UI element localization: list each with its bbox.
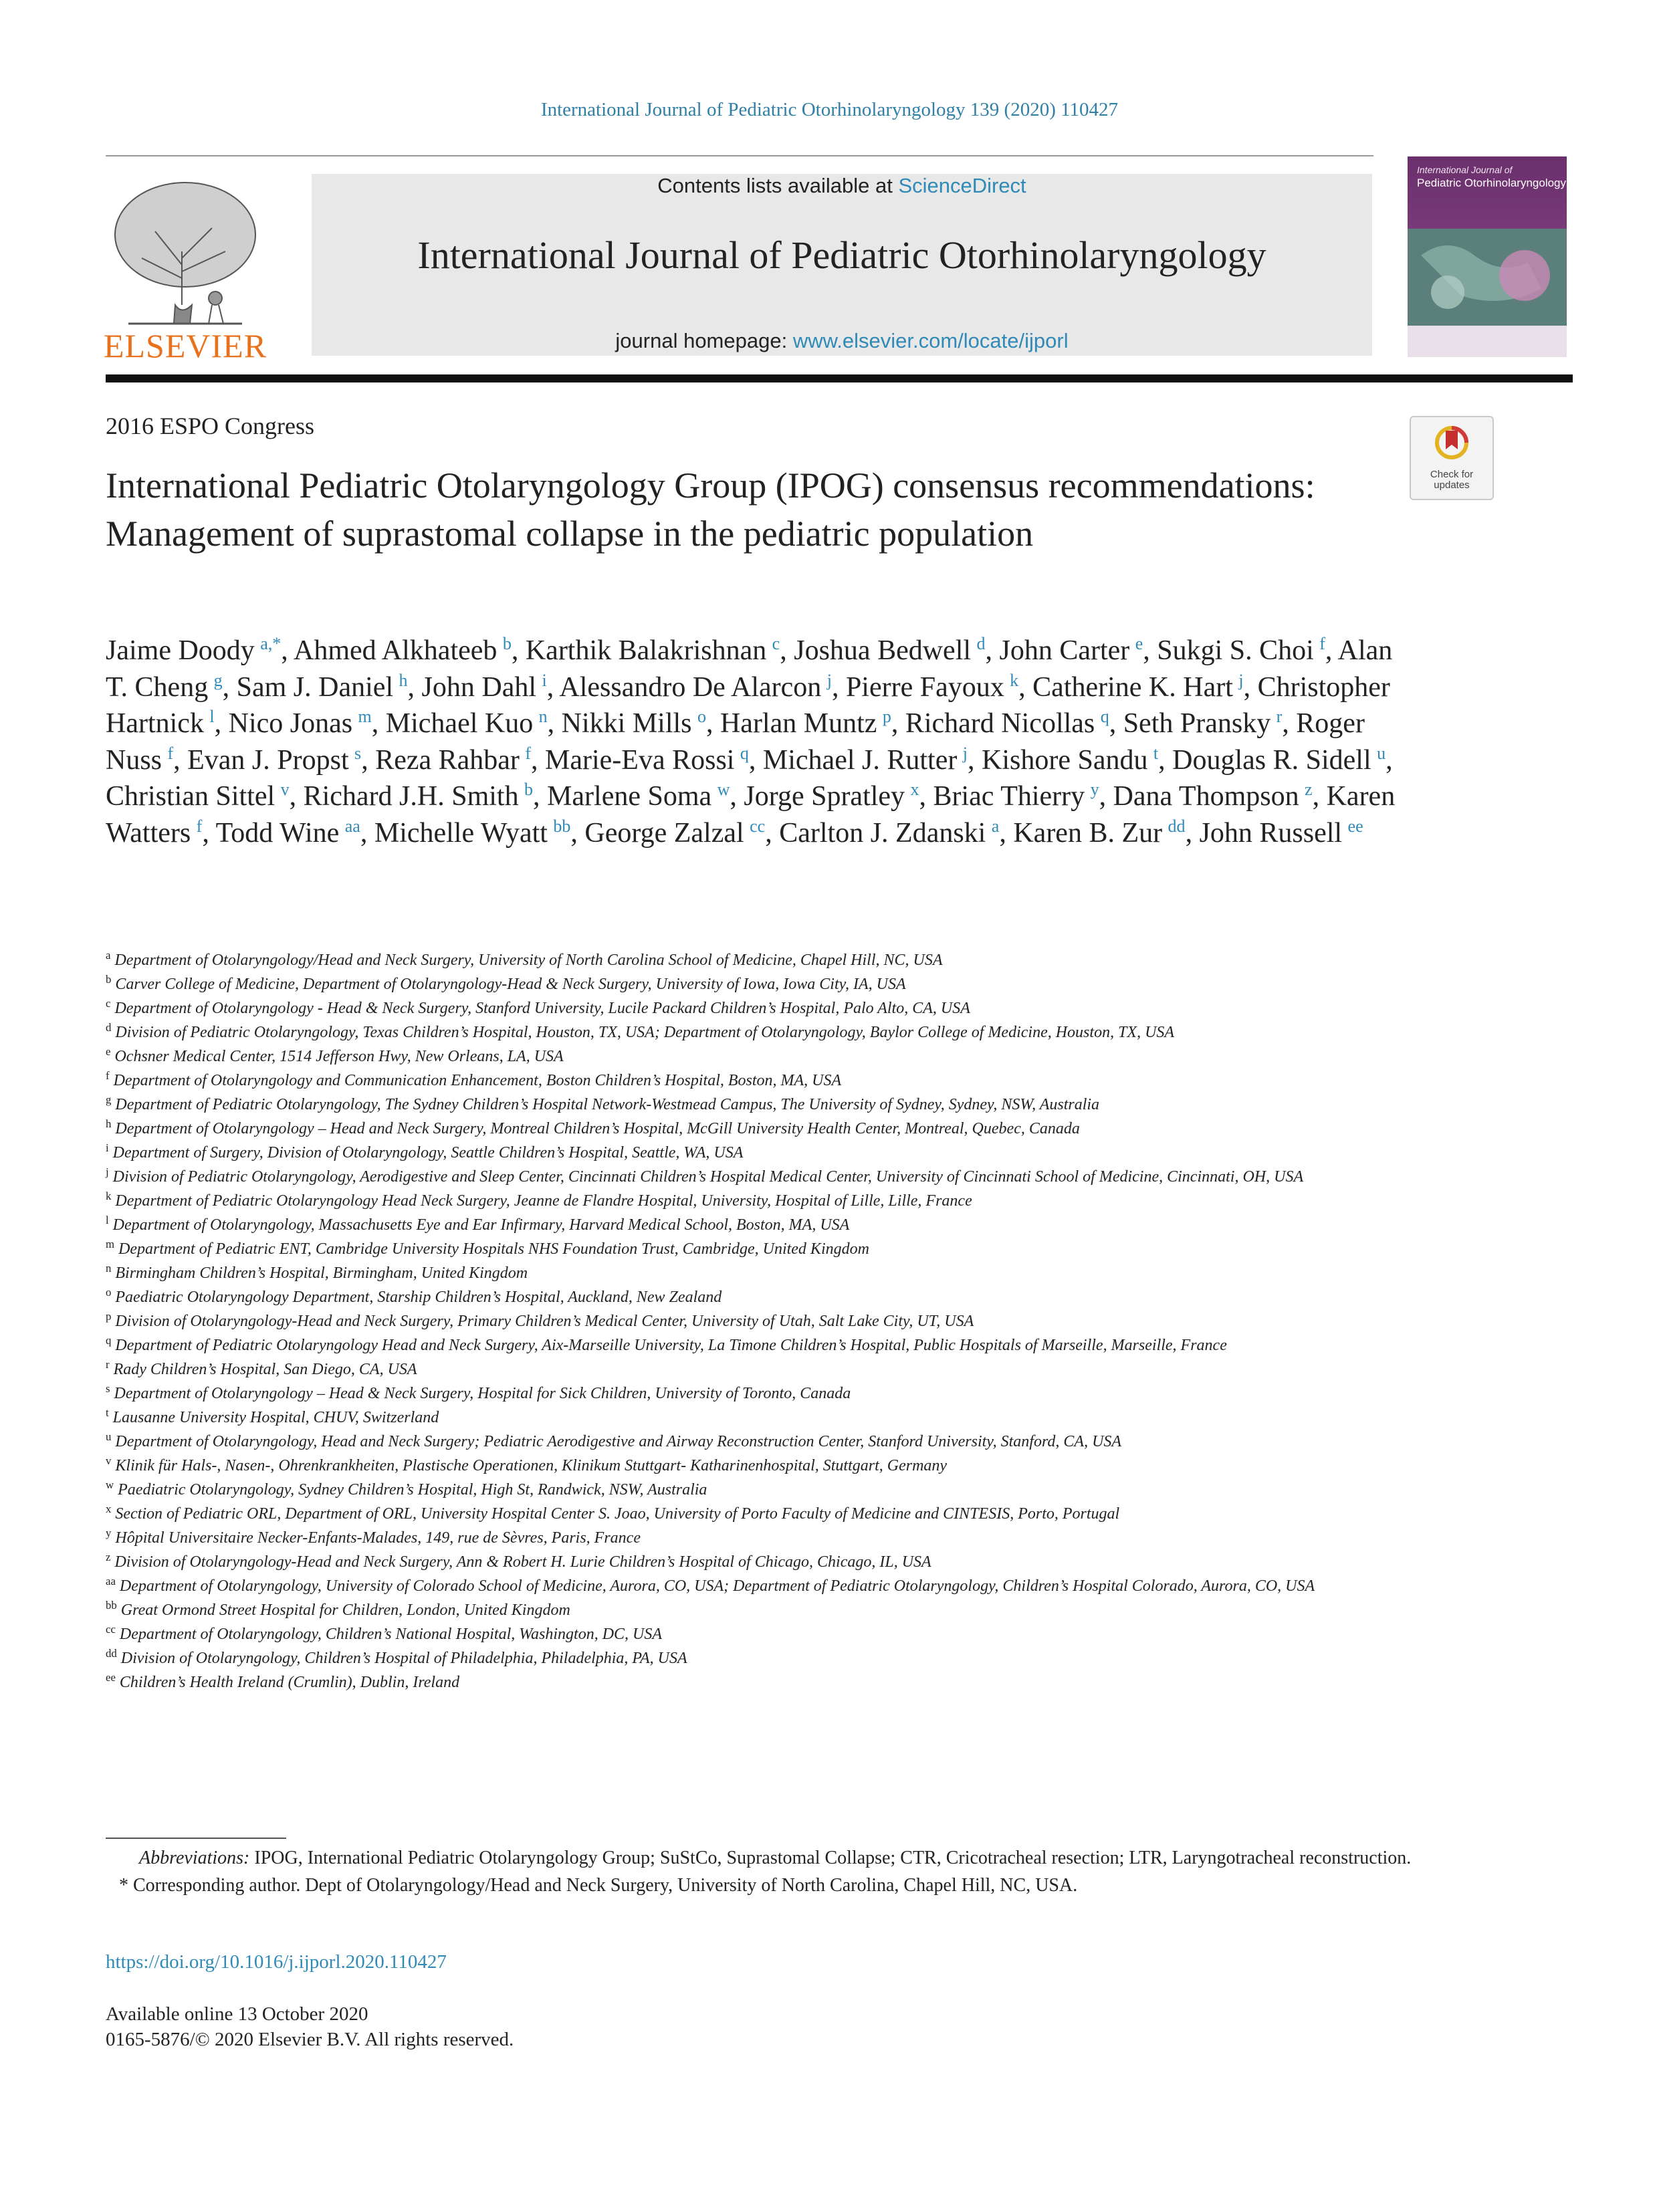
author-affiliation-marker[interactable]: m	[358, 707, 372, 726]
affiliation-key: dd	[106, 1647, 117, 1660]
author-name[interactable]	[386, 708, 548, 739]
affiliation-item	[106, 1309, 1376, 1333]
elsevier-wordmark: ELSEVIER	[103, 327, 267, 364]
author-affiliation-marker[interactable]: x	[910, 780, 919, 799]
author-name-text: Karthik Balakrishnan	[525, 635, 767, 666]
author-name[interactable]	[846, 672, 1018, 703]
author-name-text: Richard J.H. Smith	[303, 781, 519, 812]
affiliation-text: Department of Otolaryngology, Children’s National Hospital, Washington, DC, USA	[119, 1626, 663, 1643]
author-name-text: Marie-Eva Rossi	[545, 744, 735, 776]
author-name-text: Alan T. Cheng	[106, 635, 1393, 703]
author-name-text: Sukgi S. Choi	[1157, 635, 1314, 666]
affiliation-text: Department of Otolaryngology/Head and Neck Surgery, University of North Carolina School of Medicine, Chapel Hill, NC, USA	[114, 952, 943, 969]
journal-masthead	[312, 174, 1372, 356]
affiliation-item	[106, 1574, 1376, 1598]
author-affiliation-marker[interactable]: j	[1238, 670, 1244, 690]
affiliation-item	[106, 1502, 1376, 1526]
corresponding-mark: *	[119, 1875, 128, 1896]
author-affiliation-marker[interactable]: s	[354, 743, 362, 763]
affiliation-item	[106, 1237, 1376, 1261]
author-name-text: John Carter	[999, 635, 1130, 666]
author-affiliation-marker[interactable]: j	[826, 670, 832, 690]
affiliation-text: Department of Pediatric ENT, Cambridge University Hospitals NHS Foundation Trust, Cambridge, United Kingdom	[118, 1240, 869, 1258]
author-name-text: Roger Nuss	[106, 708, 1365, 776]
affiliation-key: e	[106, 1045, 111, 1058]
author-name[interactable]	[584, 818, 765, 849]
author-name[interactable]	[562, 708, 706, 739]
author-name[interactable]	[304, 781, 533, 812]
author-name[interactable]	[999, 635, 1143, 666]
author-name-text: Douglas R. Sidell	[1172, 744, 1371, 776]
author-name[interactable]	[763, 745, 968, 776]
affiliation-text: Department of Pediatric Otolaryngology Head and Neck Surgery, Aix-Marseille University, La Timone Children’s Hospital, Public Hospitals of Marseille, Marseille, France	[115, 1337, 1227, 1354]
affiliation-key: q	[106, 1334, 112, 1347]
author-affiliation-marker[interactable]: f	[525, 743, 532, 763]
author-name-text: Nico Jonas	[228, 708, 353, 739]
crossmark-line1: Check for	[1430, 469, 1474, 480]
cover-title-line2: Pediatric Otorhinolaryngology	[1417, 177, 1567, 189]
affiliation-text: Department of Surgery, Division of Otolaryngology, Seattle Children’s Hospital, Seattle, WA, USA	[112, 1144, 744, 1162]
affiliation-text: Department of Otolaryngology, University of Colorado School of Medicine, Aurora, CO, USA; Department of Pediatric Otolaryngology, Children’s Hospital Colorado, Aurora, CO, USA	[119, 1577, 1315, 1595]
affiliation-item	[106, 1020, 1376, 1044]
journal-title: International Journal of Pediatric Otorhinolaryngology	[417, 233, 1266, 277]
author-name[interactable]	[374, 818, 571, 849]
author-name[interactable]	[794, 635, 985, 666]
affiliation-text: Carver College of Medicine, Department of Otolaryngology-Head & Neck Surgery, University of Iowa, Iowa City, IA, USA	[115, 976, 906, 993]
author-affiliation-marker[interactable]: r	[1276, 707, 1283, 726]
affiliation-key: m	[106, 1238, 115, 1250]
affiliation-key: w	[106, 1478, 114, 1491]
author-name-text: Ahmed Alkhateeb	[293, 635, 497, 666]
affiliation-text: Division of Pediatric Otolaryngology, Texas Children’s Hospital, Houston, TX, USA; Department of Otolaryngology, Baylor College of Medicine, Houston, TX, USA	[115, 1024, 1175, 1041]
author-name[interactable]	[933, 781, 1099, 812]
affiliation-text: Department of Pediatric Otolaryngology, The Sydney Children’s Hospital Network-Westmead Campus, The University of Sydney, Sydney, NSW, Australia	[115, 1096, 1100, 1113]
footnote-divider	[106, 1838, 286, 1839]
affiliation-key: a	[106, 949, 111, 962]
affiliation-text: Birmingham Children’s Hospital, Birmingham, United Kingdom	[115, 1264, 528, 1282]
affiliation-key: l	[106, 1214, 109, 1226]
affiliation-key: y	[106, 1527, 112, 1539]
crossmark-line2: updates	[1434, 479, 1470, 491]
author-name[interactable]	[1013, 818, 1185, 849]
affiliation-key: d	[106, 1021, 112, 1034]
cover-footer	[1408, 326, 1567, 357]
author-affiliation-marker[interactable]: c	[772, 634, 780, 653]
author-affiliation-marker[interactable]: b	[502, 634, 512, 653]
affiliation-text: Klinik für Hals-, Nasen-, Ohrenkrankheiten, Plastische Operationen, Klinikum Stuttgart- Katharinenhospital, Stuttgart, Germany	[115, 1457, 948, 1474]
author-name-text: Michael Kuo	[385, 708, 534, 739]
affiliation-list	[106, 948, 1376, 1694]
author-affiliation-marker[interactable]: cc	[750, 816, 766, 836]
affiliation-item	[106, 1357, 1376, 1381]
affiliation-item	[106, 1069, 1376, 1093]
doi-link[interactable]: https://doi.org/10.1016/j.ijporl.2020.110427	[106, 1951, 447, 1973]
author-name[interactable]	[375, 745, 531, 776]
corresponding-text: Corresponding author. Dept of Otolaryngology/Head and Neck Surgery, University of North Carolina, Chapel Hill, NC, USA.	[128, 1875, 1078, 1896]
homepage-prefix: journal homepage:	[615, 329, 793, 352]
author-name[interactable]	[1200, 818, 1363, 849]
affiliation-item	[106, 1454, 1376, 1478]
author-name-text: Joshua Bedwell	[794, 635, 972, 666]
affiliation-key: z	[106, 1551, 111, 1563]
author-affiliation-marker[interactable]: t	[1153, 743, 1159, 763]
author-affiliation-marker[interactable]: a	[991, 816, 1000, 836]
author-name[interactable]	[1032, 672, 1243, 703]
author-name[interactable]	[216, 818, 360, 849]
affiliation-key: bb	[106, 1599, 117, 1612]
author-affiliation-marker[interactable]: q	[1100, 707, 1109, 726]
author-name-text: Evan J. Propst	[187, 744, 349, 776]
author-affiliation-marker[interactable]: z	[1305, 780, 1313, 799]
affiliation-item	[106, 972, 1376, 996]
affiliation-text: Department of Otolaryngology and Communication Enhancement, Boston Children’s Hospital, Boston, MA, USA	[113, 1072, 842, 1089]
author-name[interactable]	[1113, 781, 1313, 812]
author-name-text: Dana Thompson	[1113, 781, 1299, 812]
affiliation-key: x	[106, 1503, 112, 1515]
author-affiliation-marker[interactable]: q	[740, 743, 749, 763]
affiliation-key: c	[106, 997, 111, 1010]
author-name-text: Pierre Fayoux	[845, 671, 1004, 703]
affiliation-item	[106, 996, 1376, 1020]
author-affiliation-marker[interactable]: d	[976, 634, 986, 653]
affiliation-item	[106, 1646, 1376, 1670]
author-name[interactable]	[422, 672, 547, 703]
author-name[interactable]	[982, 745, 1158, 776]
author-name-text: Karen B. Zur	[1013, 817, 1163, 849]
contents-line	[312, 174, 1372, 198]
affiliation-item	[106, 1044, 1376, 1069]
affiliation-key: i	[106, 1141, 109, 1154]
abbreviations-text: IPOG, International Pediatric Otolaryngology Group; SuStCo, Suprastomal Collapse; CTR, Cricotracheal resection; LTR, Laryngotracheal reconstruction.	[249, 1848, 1412, 1868]
article-title: International Pediatric Otolaryngology Group (IPOG) consensus recommendations: Management of suprastomal collapse in the pediatric population	[106, 465, 1315, 554]
affiliation-key: k	[106, 1190, 112, 1202]
author-affiliation-marker[interactable]: bb	[553, 816, 571, 836]
author-affiliation-marker[interactable]: o	[697, 707, 706, 726]
affiliation-text: Paediatric Otolaryngology Department, Starship Children’s Hospital, Auckland, New Zealand	[115, 1289, 722, 1306]
affiliation-item	[106, 1670, 1376, 1694]
header-thick-rule	[106, 374, 1573, 382]
sciencedirect-link[interactable]: ScienceDirect	[898, 174, 1026, 197]
affiliation-item	[106, 1622, 1376, 1646]
affiliation-key: b	[106, 973, 112, 986]
author-name[interactable]	[905, 708, 1109, 739]
affiliation-key: v	[106, 1454, 112, 1467]
author-name[interactable]	[106, 635, 281, 666]
author-name-text: George Zalzal	[584, 817, 744, 849]
affiliation-item	[106, 1093, 1376, 1117]
affiliation-item	[106, 1381, 1376, 1406]
author-name-text: Reza Rahbar	[375, 744, 520, 776]
author-name-text: Michelle Wyatt	[374, 817, 548, 849]
author-name[interactable]	[1123, 708, 1283, 739]
affiliation-text: Division of Otolaryngology-Head and Neck Surgery, Primary Children’s Medical Center, University of Utah, Salt Lake City, UT, USA	[115, 1313, 974, 1330]
affiliation-item	[106, 1117, 1376, 1141]
contents-prefix: Contents lists available at	[657, 174, 899, 197]
running-head[interactable]: International Journal of Pediatric Otorhinolaryngology 139 (2020) 110427	[540, 99, 1119, 120]
author-name-text: Harlan Muntz	[720, 708, 877, 739]
affiliation-text: Department of Otolaryngology – Head and Neck Surgery, Montreal Children’s Hospital, McGill University Health Center, Montreal, Quebec, Canada	[115, 1120, 1080, 1137]
author-name[interactable]	[559, 672, 832, 703]
author-affiliation-marker[interactable]: aa	[344, 816, 360, 836]
author-affiliation-marker[interactable]: e	[1135, 634, 1143, 653]
author-affiliation-marker[interactable]: b	[524, 780, 534, 799]
affiliation-key: ee	[106, 1671, 116, 1684]
corresponding-author-note	[106, 1872, 1573, 1899]
author-affiliation-marker[interactable]: f	[196, 816, 203, 836]
affiliation-text: Department of Otolaryngology, Massachusetts Eye and Ear Infirmary, Harvard Medical School, Boston, MA, USA	[112, 1216, 850, 1234]
author-name[interactable]	[779, 818, 999, 849]
journal-cover-image[interactable]	[1408, 156, 1567, 357]
author-affiliation-marker[interactable]: ee	[1347, 816, 1363, 836]
affiliation-text: Department of Otolaryngology – Head & Neck Surgery, Hospital for Sick Children, University of Toronto, Canada	[114, 1385, 851, 1402]
affiliation-key: cc	[106, 1623, 116, 1636]
affiliation-item	[106, 1213, 1376, 1237]
author-affiliation-marker[interactable]: i	[542, 670, 547, 690]
affiliation-key: n	[106, 1262, 112, 1275]
author-name[interactable]	[187, 745, 361, 776]
author-list: Jaime Doody $^{a,*}$, Ahmed Alkhateeb $^b$, Karthik Balakrishnan $^c$, Joshua Bedwell $^d$, John Carter $^e$, Sukgi S. Choi $^f$, Alan T. Cheng $^g$, Sam J. Daniel $^h$, John Dahl $^i$, Alessandro De Alarcon $^j$, Pierre Fayoux $^k$, Catherine K. Hart $^j$, Christopher Hartnick $^l$, Nico Jonas $^m$, Michael Kuo $^n$, Nikki Mills $^o$, Harlan Muntz $^p$, Richard Nicollas $^q$, Seth Pransky $^r$, Roger Nuss $^f$, Evan J. Propst $^s$, Reza Rahbar $^f$, Marie-Eva Rossi $^q$, Michael J. Rutter $^j$, Kishore Sandu $^t$, Douglas R. Sidell $^u$, Christian Sittel $^v$, Richard J.H. Smith $^b$, Marlene Soma $^w$, Jorge Spratley $^x$, Briac Thierry $^y$, Dana Thompson $^z$, Karen Watters $^f$, Todd Wine $^{aa}$, Michelle Wyatt $^{bb}$, George Zalzal $^{cc}$, Carlton J. Zdanski $^a$, Karen B. Zur $^{dd}$, John Russell $^{ee}$	[106, 634, 1396, 849]
author-name-text: Jaime Doody	[106, 635, 255, 666]
affiliation-item	[106, 1598, 1376, 1622]
affiliation-key: o	[106, 1286, 112, 1299]
crossmark-icon	[1435, 424, 1468, 464]
author-name[interactable]	[106, 781, 290, 812]
author-name[interactable]	[720, 708, 891, 739]
author-name-text: Carlton J. Zdanski	[779, 817, 986, 849]
affiliation-text: Great Ormond Street Hospital for Children, London, United Kingdom	[120, 1601, 570, 1619]
author-name-text: John Russell	[1199, 817, 1343, 849]
author-affiliation-marker[interactable]: w	[717, 780, 730, 799]
author-name[interactable]	[237, 672, 408, 703]
author-name-text: Catherine K. Hart	[1032, 671, 1233, 703]
affiliation-key: u	[106, 1430, 112, 1443]
author-affiliation-marker[interactable]: y	[1090, 780, 1099, 799]
affiliation-text: Division of Otolaryngology, Children’s Hospital of Philadelphia, Philadelphia, PA, USA	[120, 1650, 687, 1667]
author-name-text: Nikki Mills	[561, 708, 692, 739]
affiliation-item	[106, 1430, 1376, 1454]
author-affiliation-marker[interactable]: p	[882, 707, 891, 726]
affiliation-text: Department of Otolaryngology - Head & Neck Surgery, Stanford University, Lucile Packard Children’s Hospital, Palo Alto, CA, USA	[114, 1000, 970, 1017]
author-affiliation-marker[interactable]: l	[209, 707, 215, 726]
author-affiliation-marker[interactable]: dd	[1168, 816, 1186, 836]
author-affiliation-marker[interactable]: j	[962, 743, 968, 763]
affiliation-item	[106, 948, 1376, 972]
affiliation-item	[106, 1406, 1376, 1430]
author-affiliation-marker[interactable]: k	[1010, 670, 1019, 690]
author-name[interactable]	[1157, 635, 1325, 666]
affiliation-text: Hôpital Universitaire Necker-Enfants-Malades, 149, rue de Sèvres, Paris, France	[115, 1529, 641, 1547]
affiliation-item	[106, 1261, 1376, 1285]
author-name[interactable]	[229, 708, 372, 739]
cover-title-line1: International Journal of	[1417, 164, 1513, 175]
author-name-text: Briac Thierry	[933, 781, 1085, 812]
author-name[interactable]	[545, 745, 749, 776]
affiliation-key: p	[106, 1310, 112, 1323]
affiliation-key: g	[106, 1093, 112, 1106]
copyright-notice: 0165-5876/© 2020 Elsevier B.V. All rights reserved.	[106, 2029, 514, 2050]
affiliation-text: Division of Pediatric Otolaryngology, Aerodigestive and Sleep Center, Cincinnati Children’s Hospital Medical Center, University of Cincinnati School of Medicine, Cincinnati, OH, USA	[112, 1168, 1304, 1186]
affiliation-item	[106, 1550, 1376, 1574]
author-affiliation-marker[interactable]: h	[399, 670, 408, 690]
homepage-line	[312, 329, 1372, 353]
author-name-text: Marlene Soma	[547, 781, 712, 812]
author-name-text: Seth Pransky	[1123, 708, 1271, 739]
author-name-text: Karen Watters	[106, 781, 1396, 849]
affiliation-item	[106, 1141, 1376, 1165]
author-name-text: Jorge Spratley	[744, 781, 905, 812]
available-online-date: Available online 13 October 2020	[106, 2003, 368, 2025]
cover-artwork	[1408, 229, 1567, 326]
author-name[interactable]	[294, 635, 512, 666]
author-affiliation-marker[interactable]: f	[167, 743, 174, 763]
author-name[interactable]	[1172, 745, 1386, 776]
affiliation-item	[106, 1285, 1376, 1309]
abbreviations-label: Abbreviations:	[139, 1848, 250, 1868]
affiliation-text: Rady Children’s Hospital, San Diego, CA, USA	[113, 1361, 417, 1378]
affiliation-text: Children’s Health Ireland (Crumlin), Dublin, Ireland	[119, 1674, 460, 1691]
author-affiliation-marker[interactable]: v	[280, 780, 290, 799]
author-affiliation-marker[interactable]: a,*	[260, 634, 282, 653]
author-name[interactable]	[547, 781, 730, 812]
affiliation-text: Department of Otolaryngology, Head and Neck Surgery; Pediatric Aerodigestive and Airway Reconstruction Center, Stanford University, Stanford, CA, USA	[115, 1433, 1122, 1450]
affiliation-key: r	[106, 1358, 110, 1371]
author-affiliation-marker[interactable]: g	[213, 670, 223, 690]
affiliation-item	[106, 1165, 1376, 1189]
affiliation-item	[106, 1526, 1376, 1550]
section-label: 2016 ESPO Congress	[106, 413, 315, 439]
author-name-text: Kishore Sandu	[982, 744, 1148, 776]
affiliation-key: t	[106, 1406, 109, 1419]
author-affiliation-marker[interactable]: f	[1319, 634, 1325, 653]
affiliation-text: Section of Pediatric ORL, Department of ORL, University Hospital Center S. Joao, University of Porto Faculty of Medicine and CINTESIS, Porto, Portugal	[115, 1505, 1120, 1523]
author-name[interactable]	[526, 635, 780, 666]
author-name-text: Sam J. Daniel	[236, 671, 394, 703]
affiliation-text: Lausanne University Hospital, CHUV, Switzerland	[112, 1409, 439, 1426]
author-name-text: Christopher Hartnick	[106, 671, 1390, 739]
author-name-text: John Dahl	[421, 671, 537, 703]
journal-homepage-link[interactable]: www.elsevier.com/locate/ijporl	[792, 329, 1069, 352]
affiliation-item	[106, 1478, 1376, 1502]
affiliation-key: j	[106, 1166, 109, 1178]
author-name-text: Todd Wine	[215, 817, 340, 849]
affiliation-key: f	[106, 1069, 110, 1082]
check-for-updates-button[interactable]	[1410, 416, 1494, 500]
author-name-text: Alessandro De Alarcon	[559, 671, 822, 703]
top-divider	[106, 155, 1373, 156]
author-name-text: Christian Sittel	[106, 781, 275, 812]
author-name[interactable]	[744, 781, 919, 812]
author-name-text: Richard Nicollas	[905, 708, 1095, 739]
crossmark-label	[1411, 469, 1492, 491]
footnotes	[106, 1844, 1573, 1899]
affiliation-item	[106, 1333, 1376, 1357]
affiliation-text: Paediatric Otolaryngology, Sydney Children’s Hospital, High St, Randwick, NSW, Australia	[118, 1481, 707, 1499]
affiliation-text: Department of Pediatric Otolaryngology Head Neck Surgery, Jeanne de Flandre Hospital, University, Hospital of Lille, Lille, France	[115, 1192, 972, 1210]
affiliation-item	[106, 1189, 1376, 1213]
affiliation-key: h	[106, 1117, 112, 1130]
author-affiliation-marker[interactable]: n	[538, 707, 548, 726]
affiliation-text: Division of Otolaryngology-Head and Neck Surgery, Ann & Robert H. Lurie Children’s Hospital of Chicago, Chicago, IL, USA	[114, 1553, 931, 1571]
abbreviations-note	[106, 1844, 1573, 1872]
author-affiliation-marker[interactable]: u	[1377, 743, 1386, 763]
author-name-text: Michael J. Rutter	[762, 744, 958, 776]
affiliation-key: s	[106, 1382, 110, 1395]
affiliation-text: Ochsner Medical Center, 1514 Jefferson Hwy, New Orleans, LA, USA	[114, 1048, 564, 1065]
affiliation-key: aa	[106, 1575, 116, 1587]
